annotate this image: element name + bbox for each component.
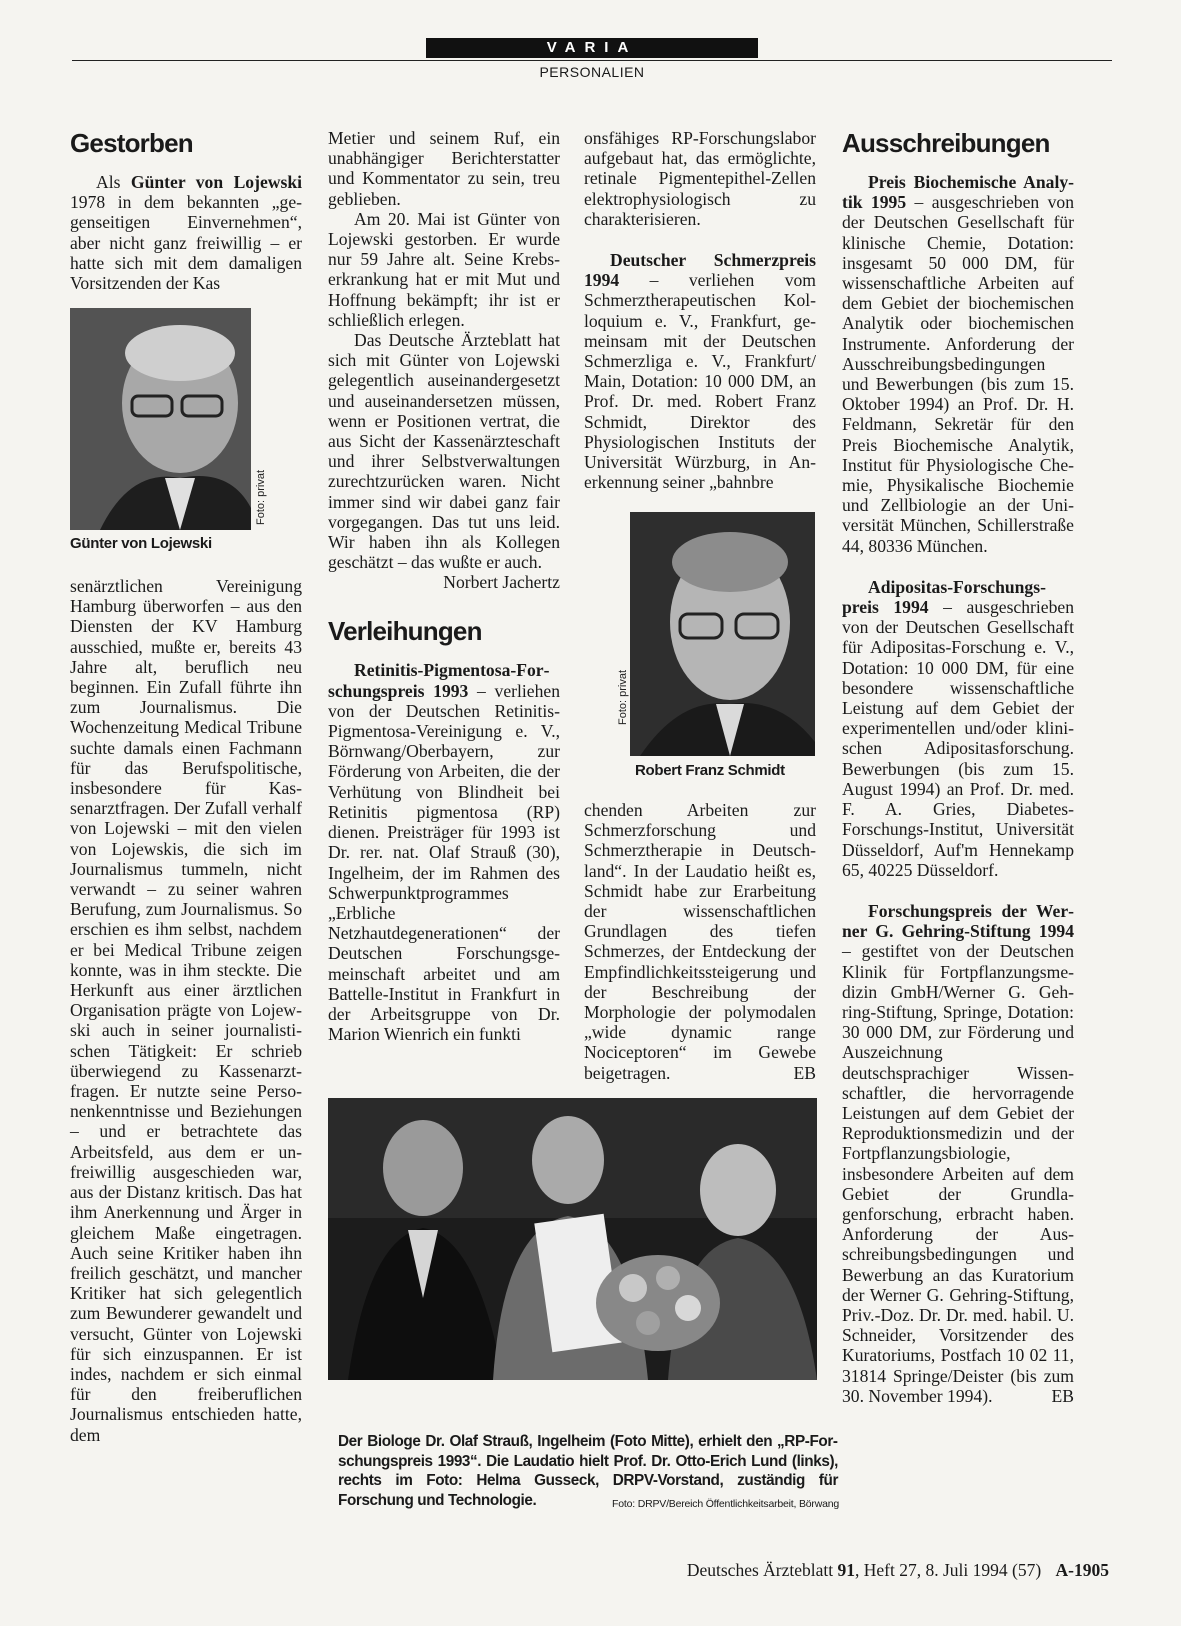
- obituary-p4: Das Deutsche Ärzteblatt hat sich mit Günter von Lojewski gelegentlich auseinandergesetzt und auseinandersetzen müssen, wenn er Positionen vertrat, die aus Sicht der Kassenärzteschaft und ihrer Selbstverwaltungen zurechtzurücken waren. Nicht immer sind wir dabei ganz fair vorgegangen. Das tut uns leid. Wir haben ihn als Kollegen geschätzt – das wußte er auch. Norbert Jachertz: [328, 330, 560, 593]
- column-3-continued: [584, 800, 816, 1083]
- award-schmerzpreis: Deutscher Schmerzpreis 1994 – verliehen vom Schmerztherapeutischen Kolloquium e. V., Frankfurt, gemeinsam mit der Deutschen Schmerzliga e. V., Frankfurt/ Main, Dotation: 10 000 DM, an Prof. Dr. med. Robert Franz Schmidt, Direktor des Physiologischen Instituts der Universität Würzburg, in Anerkennung seiner „bahnbre: [584, 250, 816, 493]
- journal-volume: 91: [837, 1560, 855, 1580]
- obituary-p3: Am 20. Mai ist Günter von Lojewski gestorben. Er wurde nur 59 Jahre alt. Seine Krebserkrankung hat er mit Mut und Hoffnung bekämpft; ihr ist er schließlich erlegen.: [328, 208, 560, 330]
- photo-credit-award: Foto: DRPV/Bereich Öffentlichkeitsarbeit, Börwang: [612, 1498, 839, 1510]
- journal-issue: , Heft 27, 8. Juli 1994 (57): [854, 1560, 1042, 1580]
- heading-gestorben: Gestorben: [70, 128, 193, 158]
- column-3: [584, 128, 816, 492]
- call-biochemie: Preis Biochemische Analytik 1995 – ausgeschrieben von der Deutschen Gesellschaft für klinische Chemie, Dotation: insgesamt 50 000 DM, für wissenschaftliche Arbeiten auf dem Gebiet der biochemischen Analytik oder biochemischen Instrumente. Anforderung der Ausschreibungsbedingungen und Bewerbungen (bis zum 15. Oktober 1994) an Prof. Dr. H. Feldmann, Sekretär für den Preis Biochemische Analytik, Institut für Physiologische Chemie, Physikalische Biochemie und Zellbiologie an der Universität München, Schillerstraße 44, 80336 München.: [842, 172, 1074, 556]
- obituary-name: Günter von Lojewski: [130, 172, 302, 192]
- obituary-p2: Metier und seinem Ruf, ein unabhängiger Berichterstatter und Kommentator zu sein, treu geblieben.: [328, 128, 560, 209]
- section-label: VARIA: [426, 38, 758, 58]
- caption-lojewski: Günter von Lojewski: [70, 535, 212, 552]
- photo-credit-schmidt: Foto: privat: [617, 669, 629, 725]
- caption-award-ceremony: Der Biologe Dr. Olaf Strauß, Ingelheim (Foto Mitte), erhielt den „RP-Forschungspreis 1993“. Die Laudatio hielt Prof. Dr. Otto-Erich Lund (links), rechts im Foto: Helma Gusseck, DRPV-Vorstand, zuständig für Forschung und Technologie.: [338, 1433, 838, 1509]
- photo-award-ceremony: [328, 1098, 817, 1380]
- signature-eb-2: EB: [1051, 1385, 1074, 1406]
- column-4: [842, 128, 1074, 1406]
- photo-schmidt: [630, 512, 815, 756]
- photo-credit-lojewski: Foto: privat: [255, 469, 267, 525]
- schmerzpreis-body: chenden Arbeiten zur Schmerzforschung und Schmerztherapie in Deutschland“. In der Laudatio heißt es, Schmidt habe zur Erarbeitung der wissenschaftlichen Grundlagen des tiefen Schmerzes, der Entdeckung der Empfindlichkeitssteigerung und der Beschreibung der Morphologie der polymodalen „wide dynamic range Nociceptoren“ im Gewebe beigetragen. EB: [584, 800, 816, 1083]
- column-2: [328, 128, 560, 1044]
- call-gehring: Forschungspreis der Werner G. Gehring-Stiftung 1994 – gestiftet von der Deutschen Klinik für Fortpflanzungsmedizin GmbH/Werner G. Gehring-Stiftung, Springe, Dotation: 30 000 DM, zur Förderung und Auszeichnung deutschsprachiger Wissenschaftler, die hervorragende Leistungen auf dem Gebiet der Reproduktionsmedizin und der Fortpflanzungsbiologie, insbesondere Arbeiten auf dem Gebiet der Grundlagenforschung, erbracht haben. Anforderung der Ausschreibungsbedingungen und Bewerbung an das Kuratorium der Werner G. Gehring-Stiftung, Priv.-Doz. Dr. Dr. med. habil. U. Schneider, Vorsitzender des Kuratoriums, Postfach 10 02 11, 31814 Springe/Deister (bis zum 30. November 1994). EB: [842, 900, 1074, 1406]
- subsection-label: PERSONALIEN: [539, 64, 645, 80]
- column-1-continued: [70, 576, 302, 1445]
- page-footer: [687, 1560, 1109, 1581]
- author-name: Norbert Jachertz: [443, 572, 560, 593]
- page-number: A-1905: [1055, 1560, 1109, 1580]
- header-rule: [72, 60, 1112, 61]
- award-rp-continued: onsfähiges RP-Forschungslabor aufgebaut hat, das ermöglichte, retinale Pigmentepithel-Zellen elektrophysiologisch zu charakterisieren.: [584, 128, 816, 229]
- obituary-intro: Als Günter von Lojewski 1978 in dem bekannten „gegenseitigen Einvernehmen“, aber nicht ganz freiwillig – er hatte sich mit dem damaligen Vorsitzenden der Kas: [70, 172, 302, 294]
- column-1: [70, 128, 302, 293]
- obituary-body: senärztlichen Vereinigung Hamburg überworfen – aus den Diensten der KV Hamburg ausschied, mußte er, bereits 43 Jahre alt, beruflich neu beginnen. Ein Zufall führte ihn zum Journalismus. Die Wochenzeitung Medical Tribune suchte damals einen Fachmann für das Berufspolitische, insbesondere für Kassenarztfragen. Der Zufall verhalf von Lojewski – mit den vielen von Lojewskis, die sich im Journalismus tummeln, nicht verwandt – zu seiner wahren Berufung, zum Journalismus. So erschien es ihm selbst, nachdem er bei Medical Tribune zeigen konnte, was in ihm steckte. Die Herkunft aus einer ärztlichen Organisation prägte von Lojewski auch in seiner journalistischen Tätigkeit: Er schrieb überwiegend zu Kassenarztfragen. Er nutzte seine Personenkenntnisse und Beziehungen – und er betrachtete das Arbeitsfeld, aus dem er unfreiwillig ausgeschieden war, aus der Distanz kritisch. Das hat ihm Anerkennung und Ärger in gleichem Maße eingetragen. Auch seine Kritiker haben ihn freilich geschätzt, und mancher Kritiker hat sich gelegentlich zum Bewunderer gewandelt und versucht, Günter von Lojewski für sich einzuspannen. Er ist indes, nachdem er sich einmal für den freiberuflichen Journalismus entschieden hatte, dem: [70, 576, 302, 1445]
- heading-ausschreibungen: Ausschreibungen: [842, 128, 1050, 158]
- signature-eb: EB: [793, 1062, 816, 1083]
- award-rp: Retinitis-Pigmentosa-Forschungspreis 1993 – verliehen von der Deutschen Retinitis-Pigmentosa-Vereinigung e. V., Börnwang/Oberbayern, zur Förderung von Arbeiten, die der Verhütung von Blindheit bei Retinitis pigmentosa (RP) dienen. Preisträger für 1993 ist Dr. rer. nat. Olaf Strauß (30), Ingelheim, der im Rahmen des Schwerpunktprogrammes „Erbliche Netzhautdegenerationen“ der Deutschen Forschungsgemeinschaft arbeitet und am Battelle-Institut in Frankfurt in der Arbeitsgruppe von Dr. Marion Wienrich ein funkti: [328, 660, 560, 1045]
- photo-lojewski: [70, 308, 251, 530]
- journal-name: Deutsches Ärzteblatt: [686, 1560, 834, 1580]
- heading-verleihungen: Verleihungen: [328, 616, 482, 647]
- call-adipositas: Adipositas-Forschungspreis 1994 – ausgeschrieben von der Deutschen Gesellschaft für Adipositas-Forschung e. V., Dotation: 10 000 DM, für eine besondere wissenschaftliche Leistung auf dem Gebiet der experimentellen und/oder klinischen Adipositasforschung. Bewerbungen (bis zum 15. August 1994) an Prof. Dr. med. F. A. Gries, Diabetes-Forschungs-Institut, Universität Düsseldorf, Auf'm Hennekamp 65, 40225 Düsseldorf.: [842, 576, 1074, 880]
- caption-schmidt: Robert Franz Schmidt: [635, 762, 785, 779]
